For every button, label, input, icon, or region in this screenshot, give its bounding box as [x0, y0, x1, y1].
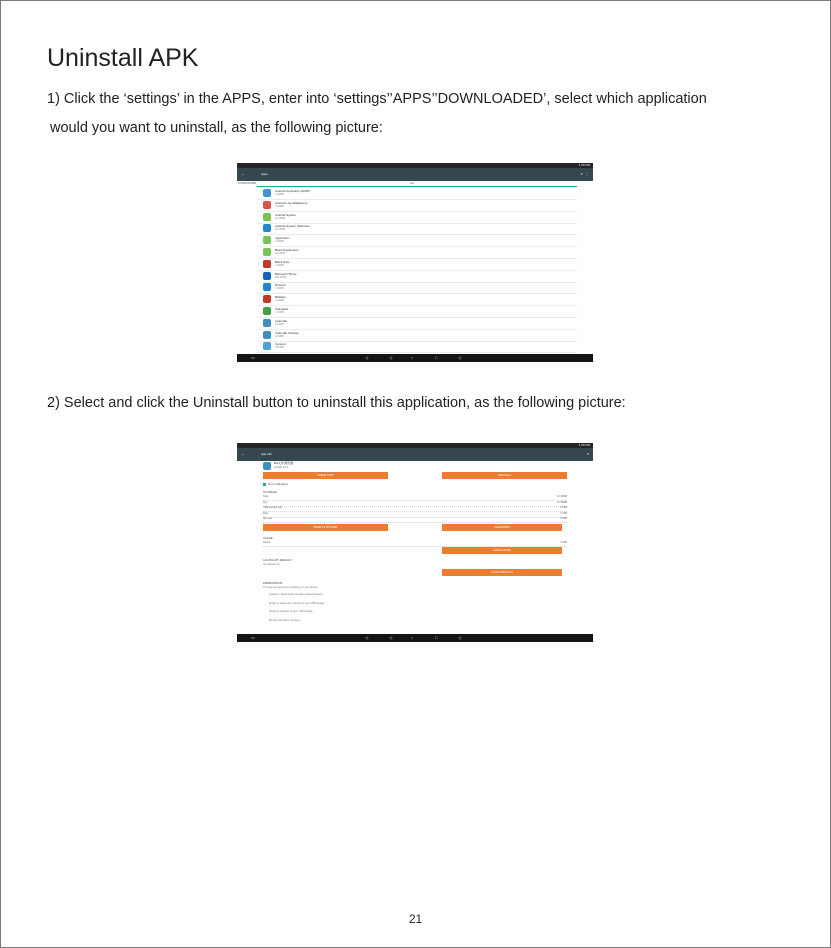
status-time: 1:26 PM	[578, 163, 590, 167]
step-2-text: 2) Select and click the Uninstall button to uninstall this application, as the following picture:	[47, 395, 626, 411]
app-version: version 4.1.2	[274, 466, 289, 469]
app-icon	[263, 307, 271, 315]
clear-cache-button[interactable]: CLEAR CACHE	[442, 547, 562, 554]
nav-bar	[237, 634, 593, 642]
app-name: Application	[275, 236, 290, 241]
app-size: 1.66MB	[275, 193, 284, 196]
search-icon: ⌕	[586, 451, 589, 456]
app-name: Android System WebView	[275, 224, 310, 229]
back-arrow-icon: ←	[241, 451, 245, 456]
app-list-item[interactable]	[257, 200, 577, 212]
app-name: Android Keyboard (AOSP)	[275, 189, 311, 193]
app-size: 3.90MB	[275, 346, 284, 350]
step-1-text-line-1: 1) Click the ‘settings’ in the APPS, enter into ‘settings’’APPS’’DOWNLOADED’, select which application	[47, 91, 707, 107]
app-list-item[interactable]	[257, 318, 577, 330]
app-list-item[interactable]	[257, 271, 577, 283]
app-size: 1.56MB	[275, 240, 284, 244]
permissions-header: PERMISSIONS	[263, 581, 283, 585]
app-icon	[263, 295, 271, 303]
tab-indicator	[257, 186, 577, 187]
action-bar-title: App info	[261, 452, 273, 456]
app-icon	[263, 224, 271, 232]
force-stop-button[interactable]: FORCE STOP	[263, 472, 388, 479]
app-list-item[interactable]	[257, 259, 577, 271]
app-size: 1.96MB	[275, 287, 284, 291]
cache-header: CACHE	[263, 536, 273, 540]
volume-up-icon: ◁	[458, 635, 462, 640]
storage-row: USB storage app 0.00B	[263, 506, 567, 512]
app-size: 24.00MB	[275, 216, 286, 220]
storage-row: App 12.93MB	[263, 501, 567, 507]
screenshot-icon: ▭	[251, 355, 255, 360]
notifications-checkbox[interactable]	[263, 483, 266, 486]
app-list-item[interactable]	[257, 235, 577, 247]
permissions-intro: This app can access the following on your device:	[263, 586, 319, 589]
app-name: Android System	[275, 212, 297, 217]
app-name: Basic Daydreams	[275, 248, 299, 252]
app-name: Calendar Storage	[275, 330, 299, 335]
app-list-item[interactable]	[257, 282, 577, 294]
recents-icon: □	[435, 355, 438, 360]
app-size: 5.03MB	[275, 322, 284, 326]
storage-row: Total 12.93MB	[263, 495, 567, 501]
app-info-screenshot	[237, 443, 593, 642]
storage-header: STORAGE	[263, 490, 277, 494]
nav-bar	[237, 354, 593, 362]
app-icon	[263, 248, 271, 256]
app-size: 4.92MB	[275, 204, 284, 208]
status-time: 1:26 PM	[578, 443, 590, 447]
action-bar	[237, 168, 593, 181]
clear-data-button[interactable]: CLEAR DATA	[442, 524, 562, 531]
tab-all: ALL	[410, 182, 415, 185]
page-title: Uninstall APK	[47, 44, 199, 72]
action-bar	[237, 448, 593, 461]
back-arrow-icon: ←	[241, 171, 245, 176]
storage-row: SD card 0.00B	[263, 517, 567, 523]
storage-row: Data 0.00B	[263, 512, 567, 518]
app-size: 1.18MB	[275, 299, 284, 303]
app-list-item[interactable]	[257, 223, 577, 235]
app-icon	[263, 319, 271, 327]
app-name: ES文件浏览器	[274, 461, 294, 465]
app-name: Black Hole	[275, 259, 290, 264]
overflow-menu-icon: ⋮	[585, 171, 589, 176]
show-notifications-label: Show notifications	[268, 483, 289, 486]
volume-icon: ◁	[365, 635, 369, 640]
app-icon	[263, 272, 271, 280]
app-name: Calendar	[275, 318, 288, 323]
back-icon: ◁	[389, 635, 393, 640]
app-list-item[interactable]	[257, 188, 577, 200]
move-to-sd-button[interactable]: MOVE TO SD CARD	[263, 524, 388, 531]
permission-item: Location • approximate location (network-based)	[269, 593, 323, 596]
apps-list-screenshot	[237, 163, 593, 362]
app-size: 1.00MB	[275, 263, 284, 267]
action-bar-title: Apps	[261, 172, 268, 176]
app-list-item[interactable]	[257, 306, 577, 318]
app-name: Bubbles	[275, 295, 286, 300]
launch-header: LAUNCH BY DEFAULT	[263, 558, 293, 562]
cache-row: Cache 0.00B	[263, 541, 567, 547]
clear-defaults-button[interactable]: CLEAR DEFAULTS	[442, 569, 562, 576]
app-name: Calculator	[275, 307, 289, 311]
home-icon: ○	[411, 355, 414, 360]
permission-item: Modify or delete the contents of your USB storage	[269, 601, 325, 605]
page-number: 21	[408, 912, 423, 926]
app-icon	[263, 213, 271, 221]
app-name: Browser	[275, 283, 287, 288]
app-list-item[interactable]	[257, 212, 577, 224]
volume-up-icon: ◁	[458, 355, 462, 360]
app-icon	[263, 201, 271, 209]
launch-text: No defaults set.	[263, 563, 281, 566]
app-size: 28.05MB	[275, 228, 286, 232]
app-icon	[263, 260, 271, 268]
volume-icon: ◁	[365, 355, 369, 360]
search-icon: ⌕	[580, 171, 583, 176]
app-icon	[263, 331, 271, 339]
screenshot-icon: ▭	[251, 635, 255, 640]
app-size: 236.00KB	[275, 275, 286, 279]
home-icon: ○	[411, 635, 414, 640]
app-size: 1.72MB	[275, 311, 284, 314]
app-list-item[interactable]	[257, 247, 577, 259]
app-size: 40.00KB	[275, 252, 285, 255]
permission-item: Read the contents of your USB storage	[269, 610, 313, 613]
app-list-item[interactable]	[257, 341, 577, 353]
app-icon	[263, 236, 271, 244]
app-icon	[263, 342, 271, 350]
back-icon: ◁	[389, 355, 393, 360]
app-name: Camera	[275, 342, 286, 347]
tab-downloaded: DOWNLOADED	[238, 182, 257, 185]
permission-item: Directly call phone numbers	[269, 618, 300, 622]
app-icon	[263, 462, 271, 470]
step-1-text-line-2: would you want to uninstall, as the following picture:	[50, 120, 383, 136]
app-icon	[263, 189, 271, 197]
app-list-item[interactable]	[257, 294, 577, 306]
app-size: 2.21MB	[275, 334, 284, 338]
app-icon	[263, 283, 271, 291]
app-list-item[interactable]	[257, 330, 577, 342]
app-name: Android Live Wallpapers	[275, 200, 308, 205]
uninstall-button[interactable]: UNINSTALL	[442, 472, 567, 479]
app-name: Bluetooth Share	[275, 271, 297, 276]
recents-icon: □	[435, 635, 438, 640]
